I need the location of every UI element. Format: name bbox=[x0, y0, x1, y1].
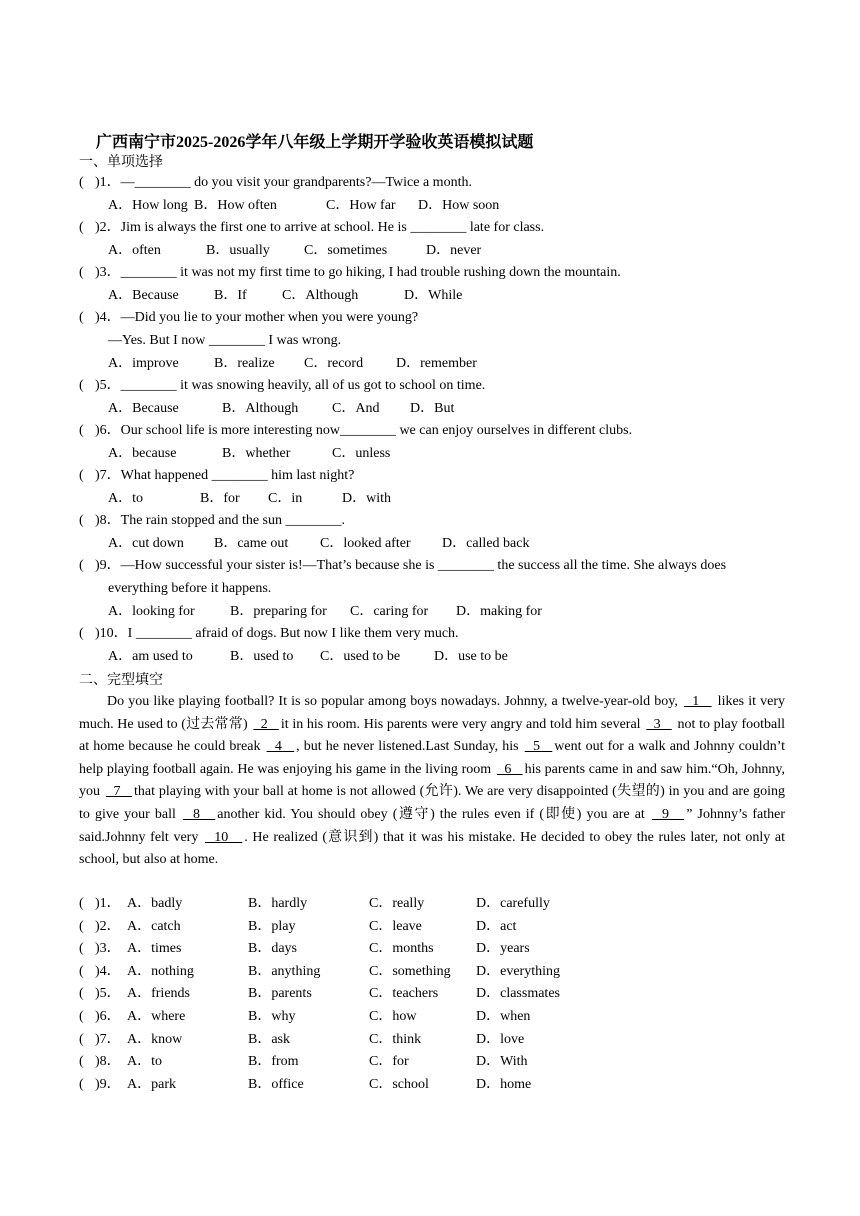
option-b: B．came out bbox=[214, 536, 289, 551]
answer-paren: ( bbox=[79, 896, 84, 911]
option-a: A．because bbox=[108, 446, 177, 461]
option-b: B．office bbox=[248, 1076, 304, 1092]
question-6-stem bbox=[79, 420, 632, 442]
answer-paren: ( bbox=[79, 941, 84, 957]
option-a: A．often bbox=[108, 243, 161, 258]
cloze-option-row-5 bbox=[79, 983, 799, 1005]
passage-text: not to play football at home because he could break bbox=[79, 716, 786, 755]
option-d: D．making for bbox=[456, 604, 542, 619]
option-b: B．whether bbox=[222, 446, 291, 461]
cloze-option-row-1 bbox=[79, 893, 799, 915]
option-b: B．play bbox=[248, 918, 296, 934]
question-text: )7．What happened ________ him last night? bbox=[95, 468, 355, 483]
passage-text: , but he never listened.Last Sunday, his bbox=[296, 739, 523, 755]
option-c: C．teachers bbox=[369, 986, 439, 1002]
option-b: B．realize bbox=[214, 356, 275, 371]
option-a: A．park bbox=[127, 1076, 176, 1092]
cloze-number: )4． bbox=[95, 963, 121, 979]
question-8-stem bbox=[79, 510, 345, 532]
cloze-number: )5． bbox=[95, 986, 121, 1002]
option-d: D．While bbox=[404, 288, 463, 303]
option-b: B．days bbox=[248, 941, 297, 957]
cloze-passage bbox=[79, 691, 785, 872]
question-10-stem bbox=[79, 623, 459, 645]
cloze-blank-1: 1 bbox=[683, 694, 712, 709]
option-c: C．unless bbox=[332, 446, 391, 461]
question-2-stem bbox=[79, 217, 544, 239]
option-c: C．think bbox=[369, 1031, 422, 1047]
option-b: B．preparing for bbox=[230, 604, 327, 619]
question-5-stem bbox=[79, 375, 485, 397]
cloze-number: )7． bbox=[95, 1031, 121, 1047]
option-a: A．am used to bbox=[108, 649, 193, 664]
option-a: A．catch bbox=[127, 918, 181, 934]
question-text: )2．Jim is always the first one to arrive at school. He is ________ late for class. bbox=[95, 220, 545, 235]
option-b: B．If bbox=[214, 288, 247, 303]
option-c: C．How far bbox=[326, 198, 396, 213]
option-b: B．ask bbox=[248, 1031, 290, 1047]
option-d: D．act bbox=[476, 918, 517, 934]
answer-paren: ( bbox=[79, 220, 84, 235]
option-c: C．months bbox=[369, 941, 434, 957]
option-d: D．with bbox=[342, 491, 391, 506]
option-a: A．Because bbox=[108, 401, 179, 416]
option-d: D．remember bbox=[396, 356, 477, 371]
option-c: C．looked after bbox=[320, 536, 411, 551]
option-d: D．love bbox=[476, 1031, 525, 1047]
option-b: B．from bbox=[248, 1054, 299, 1070]
cloze-blank-2: 2 bbox=[253, 716, 279, 732]
passage-text: ” Johnny’s father said.Johnny felt very bbox=[79, 806, 785, 845]
option-a: A．to bbox=[127, 1054, 162, 1070]
option-a: A．know bbox=[127, 1031, 183, 1047]
option-c: C．in bbox=[268, 491, 303, 506]
cloze-blank-8: 8 bbox=[182, 806, 216, 822]
cloze-number: )3． bbox=[95, 941, 121, 957]
question-text: )6．Our school life is more interesting now________ we can enjoy ourselves in different clubs. bbox=[95, 423, 633, 438]
answer-paren: ( bbox=[79, 310, 84, 325]
option-a: A．looking for bbox=[108, 604, 195, 619]
cloze-blank-6: 6 bbox=[496, 761, 523, 777]
question-9-stem bbox=[79, 555, 726, 577]
option-c: C．record bbox=[304, 356, 364, 371]
option-c: C．used to be bbox=[320, 649, 401, 664]
option-d: D．use to be bbox=[434, 649, 508, 664]
option-b: B．Although bbox=[222, 401, 299, 416]
option-b: B．usually bbox=[206, 243, 270, 258]
question-text: )3．________ it was not my first time to go hiking, I had trouble rushing down the mountain. bbox=[95, 265, 621, 280]
option-b: B．why bbox=[248, 1009, 296, 1024]
question-text: )9．—How successful your sister is!—That’s because she is ________ the success all the time. She always does bbox=[95, 558, 727, 573]
cloze-option-row-7 bbox=[79, 1029, 799, 1051]
section-heading-cloze: 二、完型填空 bbox=[79, 673, 163, 688]
passage-text: Do you like playing football? It is so popular among boys nowadays. Johnny, a twelve-year-old boy, bbox=[107, 694, 682, 709]
question-text: )8．The rain stopped and the sun ________. bbox=[95, 513, 346, 528]
answer-paren: ( bbox=[79, 513, 84, 528]
cloze-option-row-6 bbox=[79, 1006, 799, 1028]
question-text: )1．—________ do you visit your grandparents?—Twice a month. bbox=[95, 175, 472, 190]
question-4-stem bbox=[79, 307, 418, 329]
option-c: C．how bbox=[369, 1009, 417, 1024]
option-b: B．for bbox=[200, 491, 240, 506]
option-c: C．something bbox=[369, 963, 451, 979]
option-b: B．parents bbox=[248, 986, 312, 1002]
cloze-blank-10: 10 bbox=[205, 829, 243, 845]
option-a: A．to bbox=[108, 491, 143, 506]
answer-paren: ( bbox=[79, 1076, 84, 1092]
option-c: C．school bbox=[369, 1076, 429, 1092]
option-c: C．sometimes bbox=[304, 243, 388, 258]
answer-paren: ( bbox=[79, 265, 84, 280]
passage-text: . He realized (意识到) that it was his mistake. He decided to obey the rules later, not only at school, but also at home. bbox=[79, 829, 786, 868]
page-title: 广西南宁市2025-2026学年八年级上学期开学验收英语模拟试题 bbox=[96, 134, 534, 151]
cloze-option-row-3 bbox=[79, 938, 799, 960]
option-a: A．times bbox=[127, 941, 182, 957]
cloze-number: )8． bbox=[95, 1054, 121, 1070]
question-text: )10．I ________ afraid of dogs. But now I like them very much. bbox=[95, 626, 459, 641]
cloze-blank-9: 9 bbox=[651, 806, 685, 822]
passage-text: went out for a walk and Johnny couldn’t help playing football again. He was enjoying his game in the living room bbox=[79, 739, 785, 777]
option-c: C．for bbox=[369, 1054, 409, 1070]
question-text: )4．—Did you lie to your mother when you were young? bbox=[95, 310, 419, 325]
cloze-option-row-8 bbox=[79, 1051, 799, 1073]
option-d: D．But bbox=[410, 401, 455, 416]
answer-paren: ( bbox=[79, 918, 84, 934]
option-a: A．cut down bbox=[108, 536, 184, 551]
answer-paren: ( bbox=[79, 1031, 84, 1047]
answer-paren: ( bbox=[79, 1009, 84, 1024]
cloze-blank-3: 3 bbox=[646, 716, 672, 732]
answer-paren: ( bbox=[79, 423, 84, 438]
option-c: C．Although bbox=[282, 288, 359, 303]
option-d: D．home bbox=[476, 1076, 532, 1092]
answer-paren: ( bbox=[79, 175, 84, 190]
option-b: B．How often bbox=[194, 198, 277, 213]
cloze-option-row-9 bbox=[79, 1074, 799, 1096]
option-a: A．Because bbox=[108, 288, 179, 303]
cloze-blank-5: 5 bbox=[524, 739, 553, 755]
option-a: A．badly bbox=[127, 896, 183, 911]
answer-paren: ( bbox=[79, 1054, 84, 1070]
cloze-option-row-4 bbox=[79, 961, 799, 983]
option-d: D．How soon bbox=[418, 198, 500, 213]
option-a: A．where bbox=[127, 1009, 186, 1024]
question-7-stem bbox=[79, 465, 354, 487]
cloze-blank-7: 7 bbox=[105, 784, 132, 800]
option-a: A．How long bbox=[108, 198, 188, 213]
option-d: D．With bbox=[476, 1054, 528, 1070]
question-4-continued: —Yes. But I now ________ I was wrong. bbox=[108, 333, 342, 348]
option-c: C．caring for bbox=[350, 604, 429, 619]
option-d: D．everything bbox=[476, 963, 560, 979]
option-c: C．leave bbox=[369, 918, 422, 934]
option-c: C．really bbox=[369, 896, 425, 911]
option-a: A．friends bbox=[127, 986, 190, 1002]
answer-paren: ( bbox=[79, 626, 84, 641]
cloze-number: )2． bbox=[95, 918, 121, 934]
answer-paren: ( bbox=[79, 986, 84, 1002]
cloze-option-row-2 bbox=[79, 916, 799, 938]
question-text: )5．________ it was snowing heavily, all of us got to school on time. bbox=[95, 378, 486, 393]
option-b: B．used to bbox=[230, 649, 294, 664]
question-3-stem bbox=[79, 262, 621, 284]
answer-paren: ( bbox=[79, 558, 84, 573]
option-a: A．improve bbox=[108, 356, 179, 371]
question-1-stem bbox=[79, 172, 472, 194]
passage-text: likes it very much. He used to (过去常常) bbox=[79, 694, 785, 732]
passage-text: his parents came in and saw him.“Oh, Johnny, you bbox=[79, 761, 786, 800]
option-c: C．And bbox=[332, 401, 380, 416]
option-d: D．never bbox=[426, 243, 482, 258]
passage-text: that playing with your ball at home is not allowed (允许). We are very disappointed (失望的) in you and are going to give your ball bbox=[79, 784, 786, 822]
option-b: B．anything bbox=[248, 963, 321, 979]
option-d: D．when bbox=[476, 1009, 531, 1024]
question-9-continued: everything before it happens. bbox=[108, 581, 272, 596]
section-heading-single-choice: 一、单项选择 bbox=[79, 155, 163, 170]
cloze-blank-4: 4 bbox=[266, 739, 295, 755]
option-a: A．nothing bbox=[127, 963, 194, 979]
cloze-number: )1． bbox=[95, 896, 121, 911]
answer-paren: ( bbox=[79, 378, 84, 393]
option-d: D．called back bbox=[442, 536, 530, 551]
cloze-number: )9． bbox=[95, 1076, 121, 1092]
passage-text: it in his room. His parents were very angry and told him several bbox=[280, 716, 645, 732]
option-d: D．carefully bbox=[476, 896, 550, 911]
passage-text: another kid. You should obey (遵守) the rules even if (即使) you are at bbox=[217, 806, 650, 822]
option-d: D．years bbox=[476, 941, 530, 957]
cloze-number: )6． bbox=[95, 1009, 121, 1024]
answer-paren: ( bbox=[79, 468, 84, 483]
option-d: D．classmates bbox=[476, 986, 560, 1002]
option-b: B．hardly bbox=[248, 896, 308, 911]
answer-paren: ( bbox=[79, 963, 84, 979]
